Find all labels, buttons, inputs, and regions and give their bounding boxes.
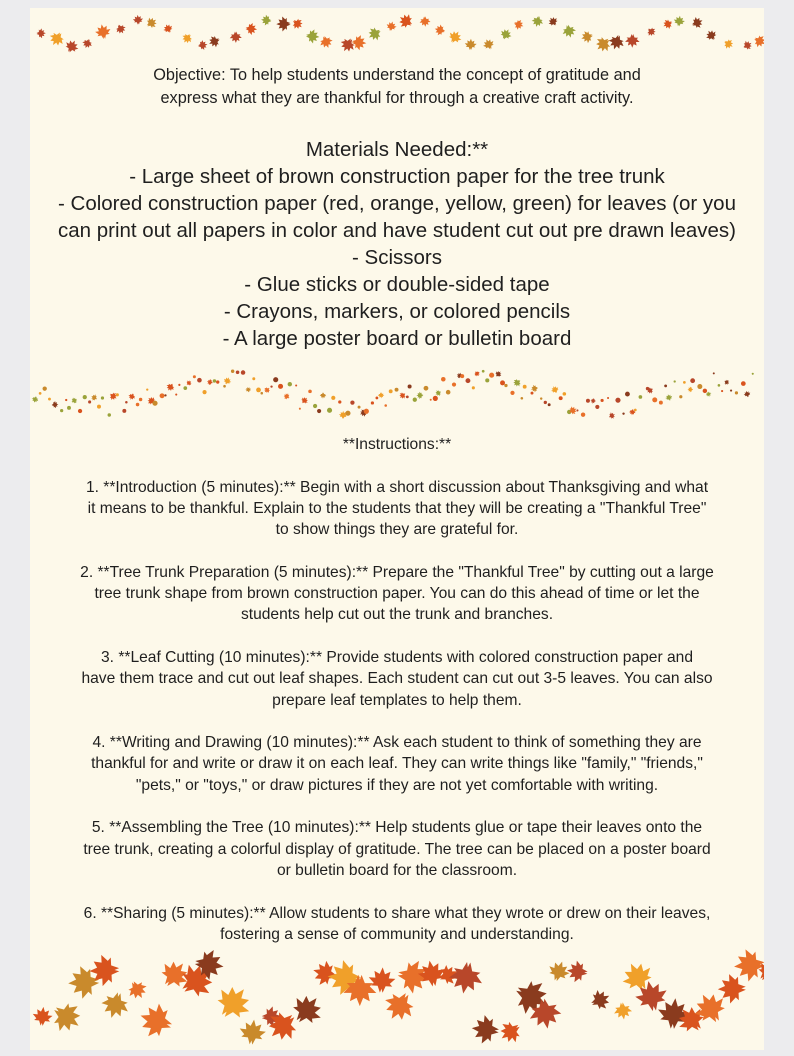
confetti-dot-icon [413, 398, 417, 402]
maple-leaf-icon [419, 16, 431, 27]
step-line: 6. **Sharing (5 minutes):** Allow students to share what they wrote or drew on their leaves, [83, 904, 711, 922]
confetti-dot-icon [752, 373, 754, 375]
maple-leaf-icon [305, 29, 320, 44]
maple-leaf-icon [561, 23, 578, 39]
confetti-dot-icon [116, 393, 119, 396]
confetti-dot-icon [252, 377, 255, 380]
confetti-dot-icon [652, 397, 657, 402]
maple-leaf-icon [63, 37, 81, 55]
confetti-dot-icon [327, 408, 332, 413]
materials-line: - Glue sticks or double-sided tape [244, 273, 550, 296]
maple-leaf-icon [379, 986, 421, 1027]
step-line: "pets," or "toys," or draw pictures if they are not yet comfortable with writing. [135, 776, 659, 794]
confetti-dot-icon [548, 403, 551, 406]
maple-leaf-icon [90, 393, 99, 402]
confetti-dot-icon [83, 395, 87, 399]
maple-leaf-icon [580, 29, 595, 44]
confetti-dot-icon [358, 406, 361, 409]
confetti-dot-icon [735, 391, 738, 394]
confetti-dot-icon [317, 409, 321, 413]
confetti-dot-icon [703, 389, 707, 393]
confetti-dot-icon [683, 381, 686, 384]
maple-leaf-icon [665, 393, 674, 401]
confetti-dot-icon [152, 401, 157, 406]
step-line: or bulletin board for the classroom. [276, 861, 518, 879]
confetti-dot-icon [164, 394, 166, 396]
confetti-dot-icon [273, 377, 278, 382]
confetti-dot-icon [364, 409, 369, 414]
maple-leaf-icon [135, 999, 177, 1042]
maple-leaf-icon [81, 37, 94, 50]
confetti-dot-icon [213, 379, 216, 382]
instruction-step-1 [30, 477, 764, 541]
maple-leaves-icon [30, 934, 764, 1050]
step-line: 1. **Introduction (5 minutes):** Begin with a short discussion about Thanksgiving and what [85, 478, 709, 496]
maple-leaf-icon [230, 31, 242, 43]
maple-leaf-icon [722, 37, 736, 51]
maple-leaf-icon [566, 960, 589, 984]
confetti-dot-icon [202, 390, 206, 394]
materials-line: - A large poster board or bulletin board [222, 327, 572, 350]
confetti-dot-icon [241, 370, 246, 375]
step-line: thankful for and write or draw it on each leaf. They can write things like "family," "friends," [91, 755, 703, 773]
confetti-dot-icon [108, 413, 111, 416]
maple-leaf-icon [433, 23, 446, 36]
instruction-step-2 [30, 562, 764, 626]
bottom-leaf-border [30, 934, 764, 1050]
confetti-dot-icon [697, 384, 702, 389]
confetti-dot-icon [559, 396, 563, 400]
confetti-dot-icon [721, 390, 723, 392]
confetti-dot-icon [197, 378, 202, 383]
confetti-dot-icon [88, 400, 91, 403]
maple-leaf-icon [290, 16, 305, 31]
step-line: it means to be thankful. Explain to the students that they will be creating a "Thankful Tree" [87, 499, 707, 517]
maple-leaf-icon [132, 14, 143, 25]
materials-line: - Large sheet of brown construction paper for the tree trunk [129, 165, 665, 188]
maple-leaf-icon [32, 1006, 54, 1027]
confetti-dot-icon [175, 394, 177, 396]
confetti-dot-icon [489, 373, 494, 378]
confetti-dot-icon [299, 408, 301, 410]
materials-line: - Crayons, markers, or colored pencils [223, 300, 571, 323]
maple-leaf-icon [245, 386, 252, 393]
maple-leaf-icon [531, 15, 545, 29]
confetti-dot-icon [125, 401, 128, 404]
maple-leaf-icon [416, 392, 423, 399]
materials-section [30, 136, 764, 352]
maple-leaf-icon [704, 28, 719, 43]
instruction-step-5 [30, 817, 764, 881]
confetti-dot-icon [576, 409, 578, 411]
maple-leaf-icon [245, 22, 257, 35]
confetti-dot-icon [384, 404, 387, 407]
confetti-dot-icon [193, 375, 196, 378]
confetti-dot-icon [216, 380, 219, 383]
confetti-dot-icon [60, 409, 63, 412]
maple-leaf-icon [51, 401, 59, 409]
confetti-dot-icon [406, 395, 409, 398]
confetti-dot-icon [122, 409, 126, 413]
confetti-dot-icon [730, 390, 732, 392]
maple-leaf-icon [46, 996, 87, 1038]
maple-leaf-icon [546, 15, 559, 28]
maple-leaf-icon [550, 384, 560, 394]
maple-leaf-icon [587, 987, 613, 1014]
maple-leaf-icon [209, 978, 257, 1026]
confetti-dot-icon [395, 388, 399, 392]
instructions-section [30, 434, 764, 945]
confetti-dot-icon [101, 396, 104, 399]
maple-leaf-icon [690, 15, 705, 30]
maple-leaf-icon [282, 392, 291, 401]
confetti-dot-icon [622, 412, 624, 414]
confetti-dot-icon [586, 399, 590, 403]
maple-leaf-icon [511, 377, 523, 389]
worksheet-page [30, 8, 764, 1050]
confetti-dot-icon [350, 400, 354, 404]
confetti-dot-icon [278, 384, 283, 389]
maple-leaf-icon [530, 384, 539, 393]
confetti-dot-icon [482, 370, 485, 373]
confetti-dot-icon [338, 400, 341, 403]
confetti-garland-icon [30, 368, 764, 420]
step-line: 3. **Leaf Cutting (10 minutes):** Provide students with colored construction paper and [100, 648, 694, 666]
step-line: fostering a sense of community and understanding. [220, 925, 574, 943]
maple-leaf-icon [238, 1018, 267, 1046]
confetti-dot-icon [531, 392, 534, 395]
confetti-dot-icon [540, 397, 542, 399]
maple-leaf-icon [185, 379, 193, 387]
confetti-dot-icon [313, 404, 317, 408]
confetti-dot-icon [136, 403, 140, 407]
instruction-step-4 [30, 732, 764, 796]
maple-leaf-icon [114, 22, 128, 36]
maple-leaf-icon [31, 395, 40, 404]
maple-leaf-icon [320, 392, 327, 398]
confetti-dot-icon [713, 372, 715, 374]
maple-leaf-icon [494, 369, 503, 378]
maple-leaf-icon [70, 396, 79, 405]
confetti-dot-icon [430, 399, 432, 401]
objective-line: Objective: To help students understand the concept of gratitude and [153, 66, 641, 84]
objective-line: express what they are thankful for through a creative craft activity. [160, 89, 634, 107]
confetti-dot-icon [308, 390, 312, 394]
maple-leaf-icon [498, 27, 513, 42]
confetti-dot-icon [441, 377, 446, 382]
maple-leaf-icon [398, 391, 408, 401]
confetti-dot-icon [625, 392, 630, 397]
confetti-dot-icon [78, 409, 82, 413]
confetti-dot-icon [67, 406, 71, 410]
step-line: have them trace and cut out leaf shapes. Each student can cut out 3-5 leaves. You can also [81, 670, 713, 688]
materials-line: - Scissors [352, 246, 442, 269]
instruction-step-3 [30, 647, 764, 711]
confetti-dot-icon [375, 397, 378, 400]
maple-leaf-icon [124, 977, 150, 1003]
maple-leaf-icon [495, 1017, 525, 1048]
confetti-dot-icon [465, 378, 470, 383]
maple-leaf-icon [94, 23, 112, 40]
materials-heading: Materials Needed:** [305, 138, 489, 161]
maple-leaf-icon [260, 14, 271, 26]
maple-leaf-icon [162, 22, 175, 34]
confetti-dot-icon [236, 370, 240, 374]
confetti-dot-icon [433, 396, 438, 401]
confetti-dot-icon [521, 397, 524, 400]
confetti-dot-icon [446, 390, 451, 395]
top-leaf-garland [30, 8, 764, 68]
maple-leaf-icon [47, 29, 67, 49]
confetti-dot-icon [256, 388, 261, 393]
step-line: prepare leaf templates to help them. [272, 691, 522, 709]
confetti-dot-icon [331, 396, 335, 400]
maple-leaf-icon [446, 28, 464, 46]
confetti-dot-icon [260, 392, 263, 395]
confetti-dot-icon [595, 405, 599, 409]
confetti-dot-icon [639, 395, 643, 399]
confetti-dot-icon [500, 380, 505, 385]
maple-leaf-icon [180, 31, 195, 45]
confetti-dot-icon [371, 401, 374, 404]
materials-line: can print out all papers in color and have student cut out pre drawn leaves) [57, 219, 737, 242]
confetti-dot-icon [160, 393, 165, 398]
confetti-dot-icon [718, 384, 721, 387]
maple-leaf-icon [36, 28, 46, 38]
maple-leaf-icon [276, 16, 291, 31]
confetti-dot-icon [674, 380, 676, 382]
step-line: 4. **Writing and Drawing (10 minutes):** Ask each student to think of something they are [92, 734, 702, 752]
maple-leaf-icon [98, 989, 132, 1022]
instructions-heading: **Instructions:** [342, 436, 452, 453]
maple-leaf-icon [741, 39, 754, 52]
maple-leaf-icon [299, 395, 309, 405]
maple-leaf-icon [318, 34, 335, 50]
maple-leaf-icon [396, 11, 416, 31]
maple-leaf-icon [752, 33, 764, 50]
confetti-dot-icon [563, 392, 567, 396]
confetti-dot-icon [139, 398, 142, 401]
maple-leaf-icon [613, 1001, 633, 1020]
confetti-dot-icon [65, 399, 67, 401]
confetti-dot-icon [39, 392, 42, 395]
maple-leaf-icon [207, 34, 222, 50]
confetti-dot-icon [472, 386, 475, 389]
confetti-dot-icon [690, 378, 695, 383]
confetti-dot-icon [97, 405, 101, 409]
objective-section [30, 64, 764, 110]
maple-leaf-icon [447, 959, 485, 996]
confetti-dot-icon [659, 401, 663, 405]
confetti-dot-icon [345, 411, 350, 416]
confetti-dot-icon [146, 389, 148, 391]
maple-leaf-icon [127, 392, 136, 401]
maple-leaf-icon [687, 386, 693, 392]
maple-leaf-icon [481, 37, 496, 52]
step-line: tree trunk, creating a colorful display of gratitude. The tree can be placed on a poster board [83, 840, 711, 858]
maple-leaf-icon [262, 386, 271, 395]
confetti-dot-icon [664, 384, 667, 387]
confetti-dot-icon [452, 383, 456, 387]
maple-leaf-icon [286, 988, 329, 1031]
maple-leaf-icon [607, 411, 616, 420]
confetti-dot-icon [389, 389, 393, 393]
maple-leaf-icon [590, 398, 596, 404]
step-line: 2. **Tree Trunk Preparation (5 minutes):** Prepare the "Thankful Tree" by cutting out a large [80, 563, 714, 581]
middle-confetti-garland [30, 368, 764, 420]
confetti-dot-icon [679, 395, 682, 398]
step-line: 5. **Assembling the Tree (10 minutes):** Help students glue or tape their leaves onto the [91, 819, 703, 837]
maple-leaf-icon [625, 34, 640, 48]
confetti-dot-icon [581, 412, 585, 416]
confetti-dot-icon [634, 409, 637, 412]
confetti-dot-icon [408, 385, 412, 389]
confetti-dot-icon [178, 384, 180, 386]
confetti-dot-icon [270, 386, 272, 388]
confetti-dot-icon [601, 399, 604, 402]
step-line: tree trunk shape from brown construction paper. You can do this ahead of time or let the [94, 585, 700, 603]
maple-leaf-icon [743, 390, 752, 398]
confetti-dot-icon [615, 398, 620, 403]
maple-leaf-icon [351, 34, 367, 51]
confetti-dot-icon [295, 384, 297, 386]
step-line: to show things they are grateful for. [275, 521, 519, 539]
maple-leaf-icon [206, 378, 213, 385]
maple-leaf-icon [365, 25, 384, 44]
confetti-dot-icon [48, 398, 51, 401]
confetti-dot-icon [607, 397, 609, 399]
confetti-dot-icon [544, 401, 547, 404]
maple-leaf-icon [645, 25, 658, 38]
confetti-dot-icon [510, 391, 514, 395]
confetti-dot-icon [485, 378, 489, 382]
maple-leaf-icon [645, 386, 654, 396]
maple-leaf-icon [464, 38, 476, 50]
maple-leaf-icon [378, 392, 385, 399]
maple-leaf-icon [144, 15, 159, 30]
maple-leaf-icon [338, 35, 358, 55]
maple-leaf-icon [723, 378, 731, 386]
confetti-dot-icon [523, 385, 527, 389]
maple-leaf-icon [546, 958, 573, 984]
maple-leaf-icon [661, 17, 674, 30]
confetti-dot-icon [231, 370, 234, 373]
confetti-dot-icon [43, 386, 47, 390]
maple-leaf-icon [673, 15, 686, 27]
maple-leaf-icon [607, 33, 627, 52]
confetti-dot-icon [424, 386, 429, 391]
confetti-dot-icon [183, 386, 187, 390]
confetti-dot-icon [288, 382, 292, 386]
confetti-dot-icon [741, 381, 746, 386]
maple-leaf-icon [222, 376, 232, 386]
step-line: students help cut out the trunk and branches. [240, 606, 554, 624]
maple-leaf-icon [165, 381, 177, 392]
maple-leaf-icon [473, 370, 481, 378]
maple-leaf-icon [592, 33, 614, 55]
maple-leaf-icon [197, 39, 208, 50]
materials-line: - Colored construction paper (red, orange, yellow, green) for leaves (or you [58, 192, 736, 215]
maple-leaf-icon [385, 20, 397, 32]
confetti-dot-icon [504, 384, 507, 387]
confetti-dot-icon [460, 374, 464, 378]
confetti-dot-icon [223, 385, 226, 388]
maple-leaf-icon [512, 18, 525, 31]
leaf-garland-icon [30, 8, 764, 68]
maple-leaf-icon [470, 1014, 500, 1045]
